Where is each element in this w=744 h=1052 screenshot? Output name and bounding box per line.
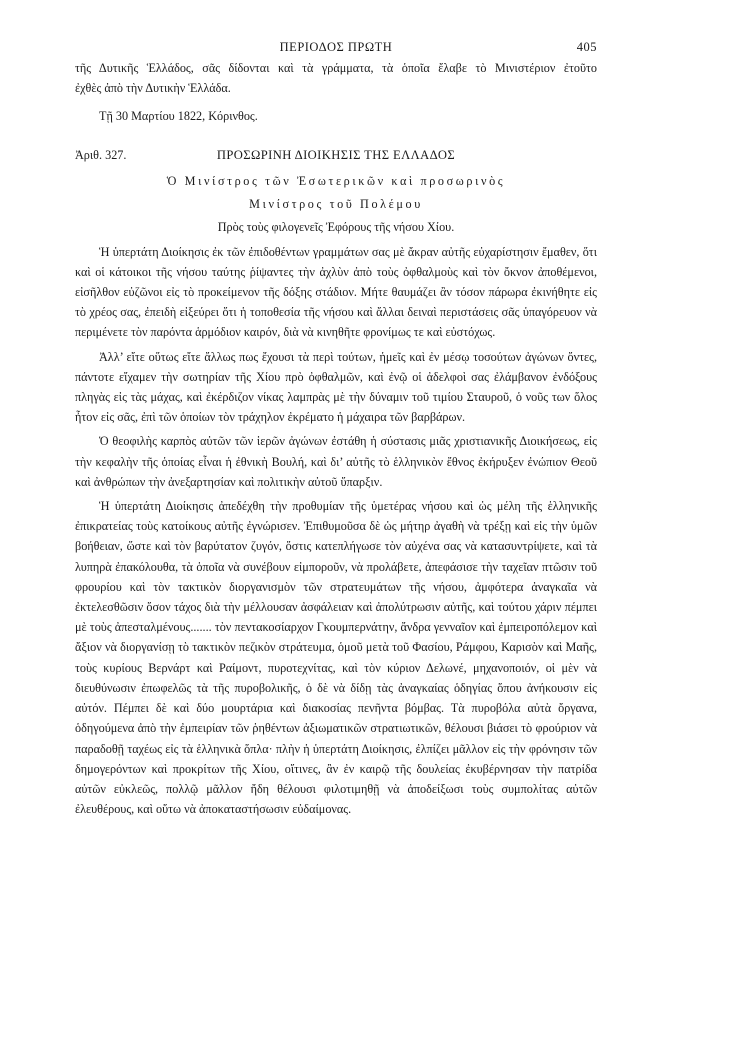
sender-line-1: Ὁ Μινίστρος τῶν Ἐσωτερικῶν καὶ προσωρινὸς [166,174,506,189]
paragraph-4: Ἡ ὑπερτάτη Διοίκησις ἀπεδέχθη τὴν προθυμίαν τῆς ὑμετέρας νήσου καὶ ὡς μέλη τῆς ἑλληνικῆς ἐπικρατείας τοὺς κατοίκους αὐτῆς ἐγνώρισεν. Ἐπιθυμοῦσα δὲ ὡς μήτηρ ἀγαθὴ νὰ τρέξῃ καὶ εἰς τὴν ὑμῶν βοήθειαν, ὥστε καὶ τὸν βαρύτατον ζυγόν, ὅστις κατεπλήγωσε τὸν αὐχένα σας νὰ κατασυντρίψετε, καὶ τὰ λυπηρὰ ἐπακόλουθα, τὰ ὁποῖα νὰ συνέβουν εἰμποροῦν, νὰ προλάβετε, ἀπεφάσισε τὴν ταχεῖαν πτῶσιν τοῦ φρουρίου καὶ τὸν τακτικὸν διοργανισμὸν τῶν στρατευμάτων τῆς νήσου, ἀμφότερα ἀναγκαῖα νὰ ἐκτελεσθῶσιν ὅσον τάχος διὰ τὴν μέλλουσαν ἀσφάλειαν καὶ ἀπολύτρωσιν αὐτῆς, καὶ τούτου χάριν πέμπει μὲ τοὺς ἀπεσταλμένους....... τὸν πεντακοσίαρχον Γκουμπερνάτην, ἄνδρα γενναῖον καὶ ἐμπειροπόλεμον καὶ ἄξιον νὰ διοργανίσῃ τὸ τακτικὸν πεζικὸν στράτευμα, ὁμοῦ μετὰ τοῦ Φασίου, Ράμφου, Καρισὸν καὶ Μαῆς, τοὺς κυρίους Βερνάρτ καὶ Ραίμοντ, πυροτεχνίτας, καὶ τὸν κύριον Δελωνέ, μηχανοποιόν, οἱ μὲν νὰ διευθύνωσιν ἐπωφελῶς τὰ τῆς πυροβολικῆς, ὁ δὲ νὰ δίδῃ τὰς ἀναγκαίας ὁδηγίας ὅπου ἀνήκουσιν εἰς αὐτόν. Πέμπει δὲ καὶ δύο μουρτάρια καὶ διακοσίας πενῆντα βόμβας. Τὰ πυροβόλα αὐτὰ ὄργανα, ὁδηγούμενα ἀπὸ τὴν ἐμπειρίαν τῶν ῥηθέντων ἀξιωματικῶν στρατιωτικῶν, θέλουσι βιάσει τὸ φρούριον νὰ παραδοθῇ ταχέως εἰς τὰ ἑλληνικὰ ὅπλα· πλὴν ἡ ὑπερτάτη Διοίκησις, ἐλπίζει μᾶλλον εἰς τὴν φρόνησιν τῶν δημογερόντων καὶ προκρίτων τῆς Χίου, οἵτινες, ἂν ἐν καιρῷ τῆς δουλείας ἐκυβέρνησαν τὴν πατρίδα αὐτῶν εὐκλεῶς, πολλῷ μᾶλλον ἤδη θέλουσι φιλοτιμηθῇ νὰ ἀποδείξωσι τοὺς συμπολίτας αὐτῶν ἐλευθέρους, καὶ οὕτω νὰ ἀποκαταστήσωσιν εὐδαίμονας. [75,499,597,817]
paragraph-2: Ἀλλ’ εἴτε οὕτως εἴτε ἄλλως πως ἔχουσι τὰ περὶ τούτων, ἡμεῖς καὶ ἐν μέσῳ τοσούτων ἀγώνων ὄντες, πάντοτε εἴχαμεν τὴν σωτηρίαν τῆς Χίου πρὸ ὀφθαλμῶν, καὶ ἐνῷ οἱ ἀδελφοὶ σας ἐλάμβανον ἐνδόξους πληγὰς εἰς τὰς μάχας, καὶ ἐκέρδιζον νίκας λαμπρὰς μὲ τὴν δύναμιν τοῦ τιμίου Σταυροῦ, ὁ νοῦς των ὅλος ἦτον εἰς σᾶς, ἐπὶ τῶν ὁποίων τὸν τράχηλον ἐκρέματο ἡ μάχαιρα τῶν βαρβάρων. [75,349,597,425]
document-heading: ΠΡΟΣΩΡΙΝΗ ΔΙΟΙΚΗΣΙΣ ΤΗΣ ΕΛΛΑΔΟΣ [216,147,456,162]
sender-line-2: Μινίστρος τοῦ Πολέμου [249,197,423,212]
paragraph-1: Ἡ ὑπερτάτη Διοίκησις ἐκ τῶν ἐπιδοθέντων γραμμάτων σας μὲ ἄκραν αὐτῆς εὐχαρίστησιν ἔμαθεν, ὅτι καὶ οἱ κάτοικοι τῆς νήσου ταύτης ῥίψαντες τὴν ἀχλὺν ἀπὸ τοὺς ὀφθαλμοὺς καὶ τὸν ὄκνον ἀποθέμενοι, εἰσῆλθον εὐζῶνοι εἰς τὸ προκείμενον τῆς δόξης στάδιον. Μήτε θαυμάζει ἂν τόσον πάρωρα ἐκινήθητε εἰς τὸ χρέος σας, ἐπειδὴ εἰξεύρει ὅτι ἡ τοποθεσία τῆς νήσου καὶ ἄλλαι δειναὶ περιστάσεις σᾶς ὑπαγόρευον νὰ περιμένετε τὸν παρόντα ἁρμόδιον καιρόν, διὰ νὰ κινηθῆτε φρονίμως τε καὶ εὐστόχως. [75,244,597,340]
paragraph-3: Ὁ θεοφιλὴς καρπὸς αὐτῶν τῶν ἱερῶν ἀγώνων ἐστάθη ἡ σύστασις μιᾶς χριστιανικῆς Διοικήσεως, εἰς τὴν κεφαλὴν τῆς ὁποίας εἶναι ἡ ἐθνικὴ Βουλή, καὶ δι’ αὐτῆς τὸ ἑλληνικὸν ἔθνος ἐκήρυξεν ἐνώπιον Θεοῦ καὶ ἀνθρώπων τὴν ἀνεξαρτησίαν καὶ πολιτικὴν αὐτοῦ ὕπαρξιν. [75,434,597,489]
addressee: Πρὸς τοὺς φιλογενεῖς Ἐφόρους τῆς νήσου Χίου. [217,220,455,235]
document-page [75,40,597,819]
dateline: Τῇ 30 Μαρτίου 1822, Κόρινθος. [99,109,258,124]
intro-line-1: τῆς Δυτικῆς Ἑλλάδος, σᾶς δίδονται καὶ τὰ γράμματα, τὰ ὁποῖα ἔλαβε τὸ Μινιστέριον ἐτοῦτο [75,61,597,75]
running-title: ΠΕΡΙΟΔΟΣ ΠΡΩΤΗ [279,40,393,54]
page-number: 405 [576,40,597,54]
running-head [75,40,597,58]
document-number: Ἀριθ. 327. [75,147,127,162]
intro-line-2: ἐχθὲς ἀπὸ τὴν Δυτικὴν Ἑλλάδα. [75,81,231,96]
